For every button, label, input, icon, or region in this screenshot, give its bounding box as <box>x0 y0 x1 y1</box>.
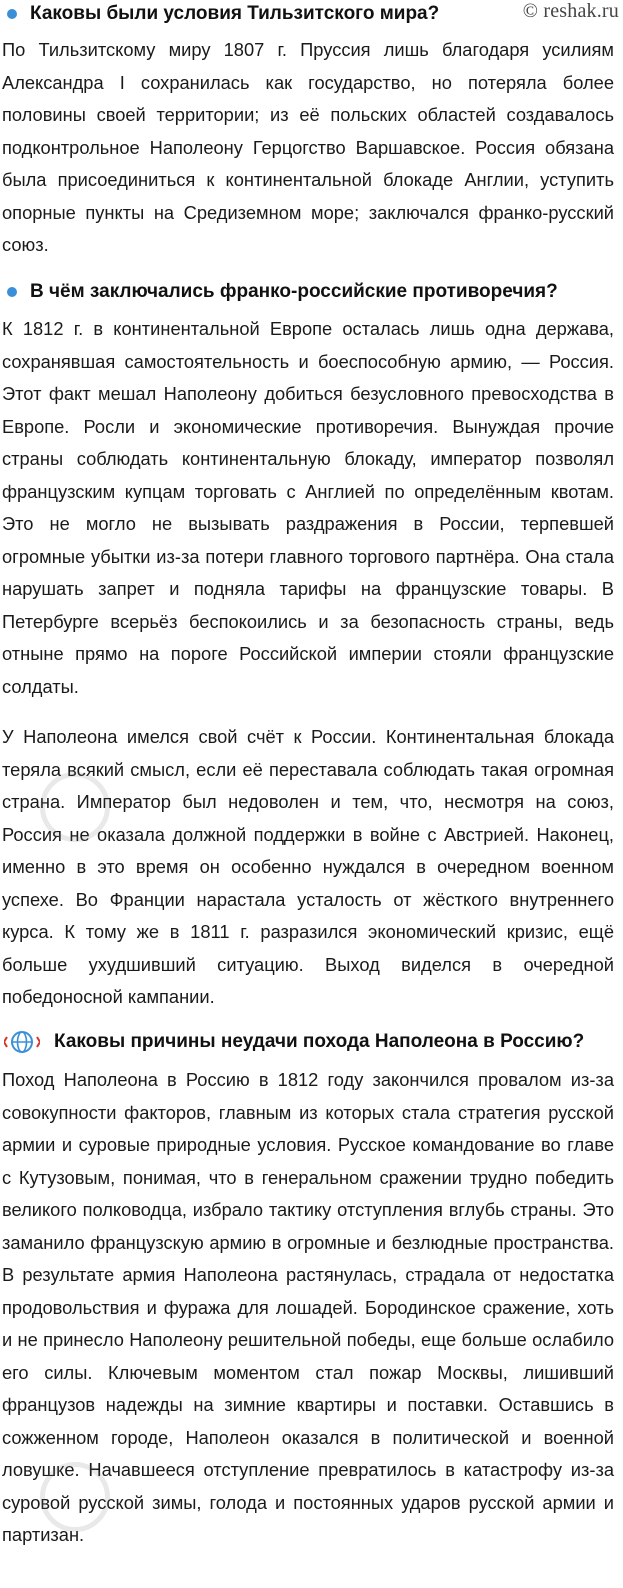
bullet-dot-icon <box>7 287 17 297</box>
globe-icon <box>4 1028 40 1056</box>
section-heading-tilsit <box>2 0 439 28</box>
heading-text: В чём заключались франко-российские противоречия? <box>30 281 558 302</box>
paragraph: К 1812 г. в континентальной Европе осталась лишь одна держава, сохранявшая самостоятельность и боеспособную армию, — Россия. Этот факт мешал Наполеону добиться безусловного превосходства в Европе. Росли и экономические противоречия. Вынуждая прочие страны соблюдать континентальную блокаду, император позволял французским купцам торговать с Англией по определённым квотам. Это не могло не вызывать раздражения в России, терпевшей огромные убытки из-за потери главного торгового партнёра. Она стала нарушать запрет и подняла тарифы на французские товары. В Петербурге всерьёз беспокоились и за безопасность страны, ведь отныне прямо на пороге Российской империи стояли французские солдаты. <box>2 318 614 697</box>
section-heading-campaign-failure <box>2 1028 584 1056</box>
bullet-dot-icon <box>7 9 17 19</box>
paragraph: Поход Наполеона в Россию в 1812 году закончился провалом из-за совокупности факторов, главным из которых стала стратегия русской армии и суровые природные условия. Русское командование во главе с Кутузовым, понимая, что в генеральном сражении трудно победить великого полководца, избрало тактику отступления вглубь страны. Это заманило французскую армию в огромные и безлюдные пространства. В результате армия Наполеона растянулась, страдала от недостатка продовольствия и фуража для лошадей. Бородинское сражение, хоть и не принесло Наполеону решительной победы, еще больше ослабило его силы. Ключевым моментом стал пожар Москвы, лишивший французов надежды на зимние квартиры и поставки. Оставшись в сожженном городе, Наполеон оказался в политической и военной ловушке. Начавшееся отступление превратилось в катастрофу из-за суровой русской зимы, голода и постоянных ударов русской армии и партизан. <box>2 1069 614 1545</box>
site-watermark: © reshak.ru <box>522 0 619 22</box>
paragraph: По Тильзитскому миру 1807 г. Пруссия лишь благодаря усилиям Александра I сохранилась как государство, но потеряла более половины своей территории; из её польских областей создавалось подконтрольное Наполеону Герцогство Варшавское. Россия обязана была присоединиться к континентальной блокаде Англии, уступить опорные пункты на Средиземном море; заключался франко-русский союз. <box>2 39 614 255</box>
section-heading-contradictions <box>2 278 558 306</box>
heading-text: Каковы были условия Тильзитского мира? <box>30 3 440 24</box>
heading-text: Каковы причины неудачи похода Наполеона в Россию? <box>54 1031 585 1052</box>
paragraph: У Наполеона имелся свой счёт к России. Континентальная блокада теряла всякий смысл, если её переставала соблюдать такая огромная страна. Император был недоволен и тем, что, несмотря на союз, Россия не оказала должной поддержки в войне с Австрией. Наконец, именно в это время он особенно нуждался в очередном военном успехе. Во Франции нарастала усталость от жёсткого внутреннего курса. К тому же в 1811 г. разразился экономический кризис, ещё больше ухудшивший ситуацию. Выход виделся в очередной победоносной кампании. <box>2 726 614 1007</box>
